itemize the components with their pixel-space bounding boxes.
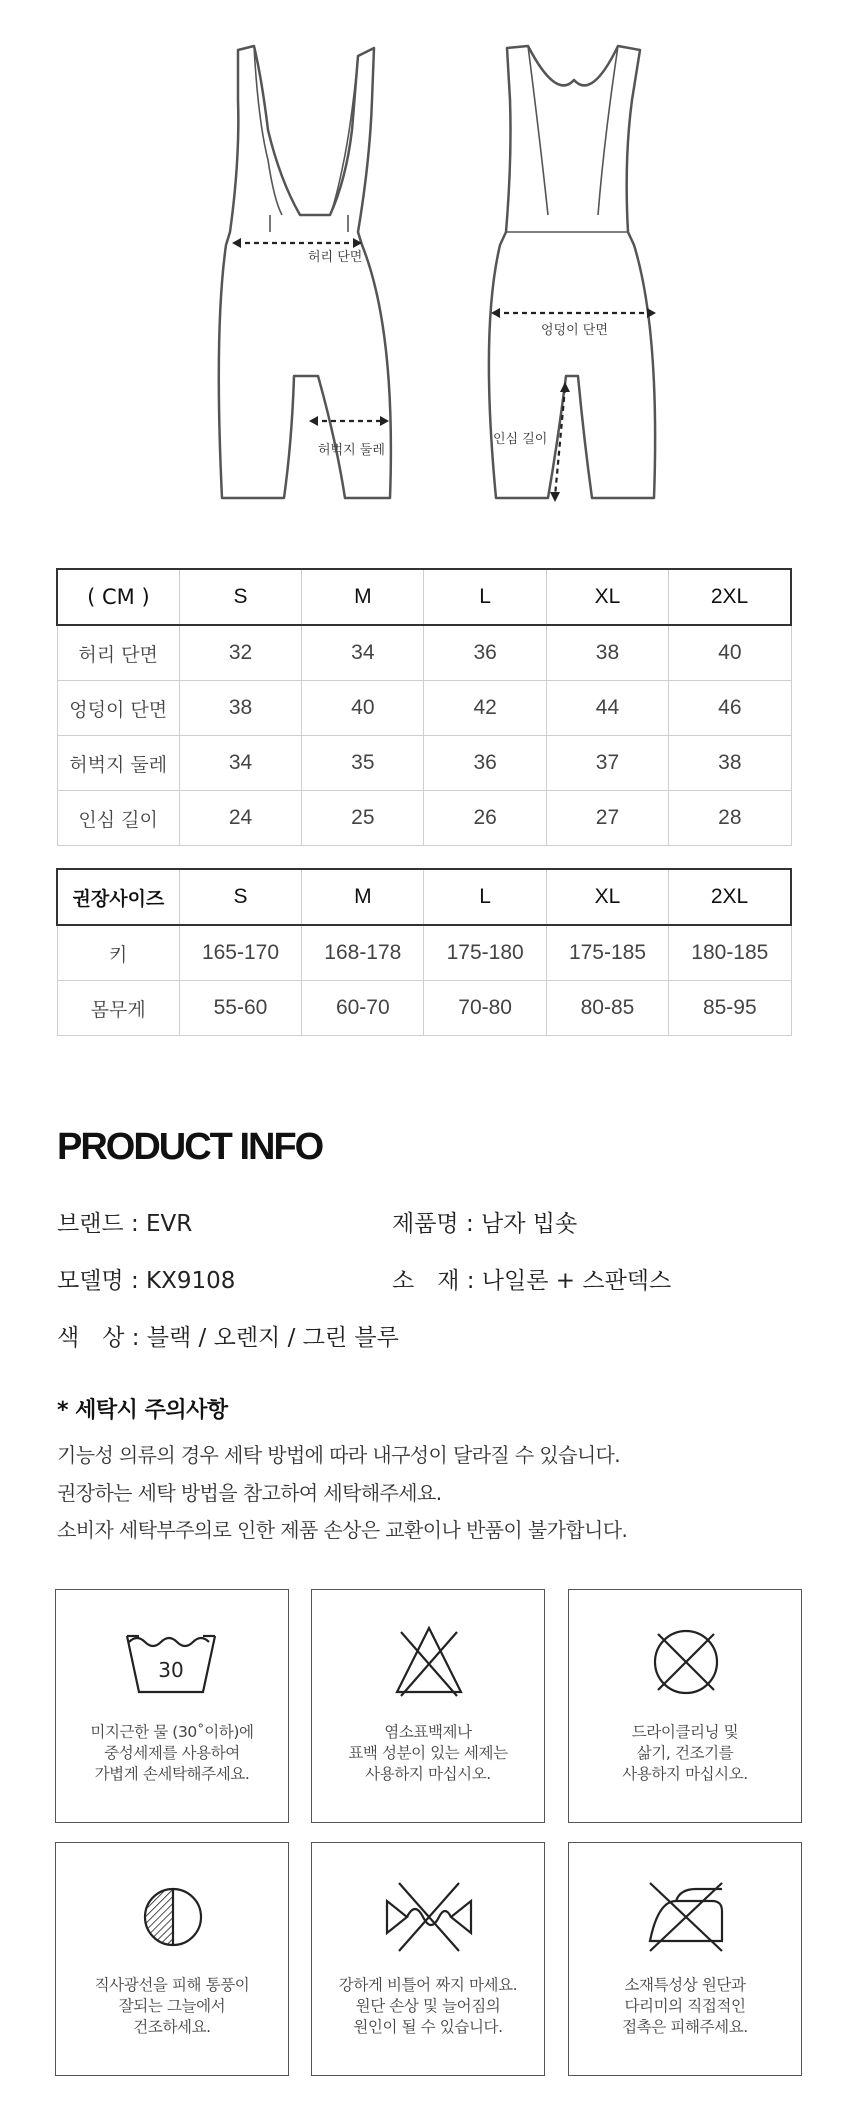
care-card-line: 강하게 비틀어 짜지 마세요. [338,1976,518,1994]
waist-arrow-head-left [232,238,241,248]
back-bib-shorts-illustration [489,46,655,498]
care-card-no-dry-clean [568,1589,802,1823]
size-chart-unit-header: ( CM ) [57,569,179,625]
care-card-text [56,1975,288,2038]
care-card-line: 드라이클리닝 및 [631,1723,739,1741]
size-column-header: XL [546,869,668,925]
do-not-wring-icon [379,1875,479,1955]
recommended-size-header: 권장사이즈 [57,869,179,925]
care-card-line: 사용하지 마십시오. [622,1765,748,1783]
waist-label: 허리 단면 [308,250,363,265]
table-row [57,681,791,736]
care-card-line: 표백 성분이 있는 세제는 [348,1744,508,1762]
table-cell: 38 [546,625,668,681]
table-cell: 168-178 [302,925,424,981]
table-cell: 34 [302,625,424,681]
thigh-arrow-head-right [380,416,389,426]
care-card-line: 염소표백제나 [384,1723,472,1741]
table-cell: 180-185 [669,925,791,981]
care-card-line: 중성세제를 사용하여 [104,1744,240,1762]
table-cell: 34 [179,736,301,791]
size-column-header: M [302,569,424,625]
care-card-text [312,1722,544,1785]
table-row [57,625,791,681]
table-cell: 37 [546,736,668,791]
size-column-header: L [424,569,546,625]
table-cell: 36 [424,736,546,791]
product-info-title: PRODUCT INFO [57,1126,323,1168]
table-cell: 32 [179,625,301,681]
care-card-line: 소재특성상 원단과 [624,1976,746,1994]
table-cell: 38 [179,681,301,736]
size-chart-table [56,568,792,846]
table-cell: 165-170 [179,925,301,981]
row-label: 키 [57,925,179,981]
care-card-hand-wash [55,1589,289,1823]
care-card-line: 삶기, 건조기를 [636,1744,734,1762]
recommended-size-header-row [57,869,791,925]
brand-info: 브랜드 : EVR [57,1211,193,1237]
table-cell: 24 [179,791,301,846]
hip-label: 엉덩이 단면 [541,323,608,338]
table-cell: 175-185 [546,925,668,981]
care-card-dry-in-shade [55,1842,289,2076]
care-card-line: 직사광선을 피해 통풍이 [94,1976,250,1994]
inseam-label: 인심 길이 [493,432,548,447]
care-card-text [569,1722,801,1785]
size-column-header: XL [546,569,668,625]
hip-arrow-head-left [491,308,500,318]
hand-wash-30-icon [123,1622,223,1702]
table-cell: 60-70 [302,981,424,1036]
product-name-info: 제품명 : 남자 빕숏 [392,1211,578,1237]
table-cell: 42 [424,681,546,736]
no-dry-clean-icon [636,1622,736,1702]
thigh-arrow-head-left [309,416,318,426]
care-card-line: 접촉은 피해주세요. [622,2018,748,2036]
model-info: 모델명 : KX9108 [57,1268,236,1294]
size-column-header: S [179,569,301,625]
dry-in-shade-icon [123,1875,223,1955]
size-chart-header-row [57,569,791,625]
table-cell: 40 [302,681,424,736]
do-not-iron-icon [636,1875,736,1955]
recommended-size-table [56,868,792,1036]
size-column-header: 2XL [669,869,791,925]
table-cell: 85-95 [669,981,791,1036]
row-label: 허벅지 둘레 [57,736,179,791]
row-label: 허리 단면 [57,625,179,681]
size-column-header: S [179,869,301,925]
care-notice-line: 권장하는 세탁 방법을 참고하여 세탁해주세요. [57,1481,442,1505]
table-cell: 46 [669,681,791,736]
table-cell: 44 [546,681,668,736]
care-notice-title: * 세탁시 주의사항 [57,1398,228,1423]
care-notice-line: 기능성 의류의 경우 세탁 방법에 따라 내구성이 달라질 수 있습니다. [57,1443,621,1467]
table-cell: 27 [546,791,668,846]
care-card-line: 잘되는 그늘에서 [118,1997,226,2015]
care-card-text [56,1722,288,1785]
table-cell: 36 [424,625,546,681]
material-info: 소 재 : 나일론 + 스판덱스 [392,1268,672,1294]
care-card-line: 사용하지 마십시오. [365,1765,491,1783]
inseam-arrow-head-bottom [550,492,560,502]
table-cell: 28 [669,791,791,846]
care-card-do-not-iron [568,1842,802,2076]
table-cell: 40 [669,625,791,681]
table-cell: 70-80 [424,981,546,1036]
size-column-header: L [424,869,546,925]
hip-arrow-head-right [647,308,656,318]
care-card-line: 원인이 될 수 있습니다. [353,2018,503,2036]
care-card-line: 가볍게 손세탁해주세요. [94,1765,250,1783]
table-cell: 80-85 [546,981,668,1036]
inseam-arrow-head-top [560,382,570,392]
care-card-text [312,1975,544,2038]
care-card-text [569,1975,801,2038]
table-row [57,736,791,791]
row-label: 엉덩이 단면 [57,681,179,736]
table-cell: 35 [302,736,424,791]
size-measurement-diagram [0,0,856,510]
care-card-no-bleach [311,1589,545,1823]
care-card-do-not-wring [311,1842,545,2076]
care-card-line: 건조하세요. [133,2018,211,2036]
table-cell: 55-60 [179,981,301,1036]
color-info: 색 상 : 블랙 / 오렌지 / 그린 블루 [57,1325,399,1351]
care-notice-line: 소비자 세탁부주의로 인한 제품 손상은 교환이나 반품이 불가합니다. [57,1518,628,1542]
table-row [57,981,791,1036]
table-cell: 175-180 [424,925,546,981]
table-cell: 25 [302,791,424,846]
row-label: 인심 길이 [57,791,179,846]
care-card-line: 미지근한 물 (30˚이하)에 [90,1723,254,1741]
care-card-line: 원단 손상 및 늘어짐의 [355,1997,501,2015]
table-row [57,791,791,846]
table-cell: 38 [669,736,791,791]
wash-temperature-label: 30 [158,1658,184,1682]
size-column-header: 2XL [669,569,791,625]
thigh-label: 허벅지 둘레 [318,443,385,458]
no-bleach-icon [379,1622,479,1702]
table-cell: 26 [424,791,546,846]
size-column-header: M [302,869,424,925]
care-card-line: 다리미의 직접적인 [624,1997,746,2015]
table-row [57,925,791,981]
front-bib-shorts-illustration [219,46,391,498]
row-label: 몸무게 [57,981,179,1036]
